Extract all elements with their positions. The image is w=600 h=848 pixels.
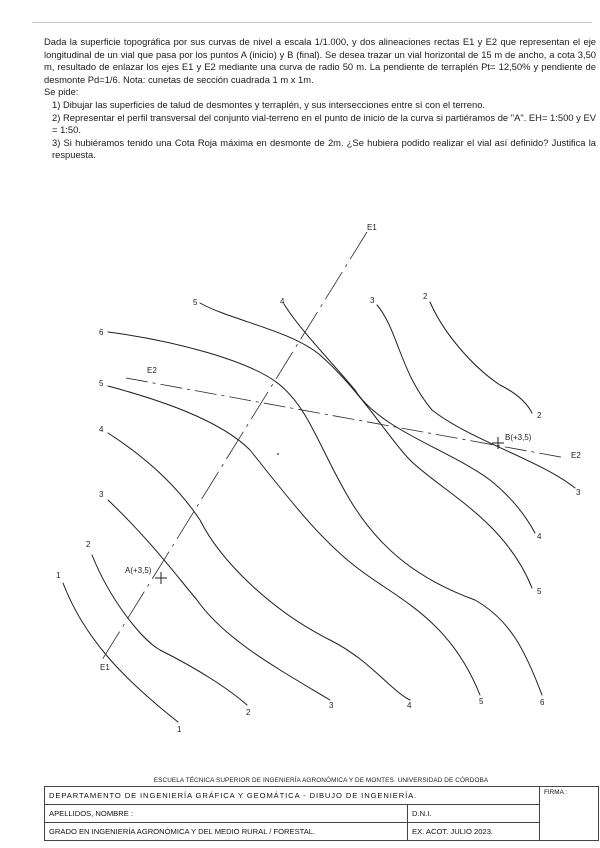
title-block [44,786,599,841]
e1-bottom-label: E1 [100,663,110,672]
contour-line-5-left [108,386,480,695]
question-3: 3) Si hubiéramos tenido una Cota Roja máxima en desmonte de 2m. ¿Se hubiera podido realizar el vial así definido? Justifica la respuesta. [52,136,596,161]
name-field[interactable]: APELLIDOS, NOMBRE : [45,805,408,823]
contour-label: 1 [177,725,182,734]
exam-cell: EX. ACOT. JULIO 2023. [408,823,540,841]
point-b-label: B(+3,5) [505,433,532,442]
alignment-e1 [102,232,367,660]
contour-label: 6 [99,328,104,337]
question-1: 1) Dibujar las superficies de talud de desmontes y terraplén, y sus intersecciones entre sí con el terreno. [52,98,486,110]
school-name: ESCUELA TÉCNICA SUPERIOR DE INGENIERÍA AGRONÓMICA Y DE MONTES. UNIVERSIDAD DE CÓRDOBA [153,777,489,784]
e2-right-label: E2 [571,451,581,460]
contour-label: 5 [99,379,104,388]
contour-label: 4 [537,532,542,541]
contour-line-2 [92,555,247,705]
statement-asked: Se pide: [44,86,79,98]
contour-label: 5 [537,587,542,596]
department-cell: DEPARTAMENTO DE INGENIERÍA GRÁFICA Y GEOMÁTICA - DIBUJO DE INGENIERÍA. [45,787,540,805]
statement-intro: Dada la superficie topográfica por sus curvas de nivel a escala 1/1.000, y dos alineaciones rectas E1 y E2 que representan el eje longitudinal de un vial que pasa por los puntos A (inicio) y B (final). Se desea trazar un vial horizontal de 15 m de ancho, a cota 3,50 m, resultado de enlazar los ejes E1 y E2 mediante una curva de radio 50 m. La pendiente de terraplén Pt= 12,50% y pendiente de desmonte Pd=1/6. Nota: cunetas de sección cuadrada 1 m x 1m. [44,36,596,85]
contour-label: 2 [246,708,251,717]
point-a-marker [155,572,167,584]
point-b-marker [492,437,504,449]
alignment-e2 [126,378,566,458]
dni-field[interactable]: D.N.I. [408,805,540,823]
contour-line-3 [108,500,330,700]
contour-line-5-top [200,303,532,588]
contour-label: 2 [537,411,542,420]
e2-left-label: E2 [147,366,157,375]
contour-label: 2 [86,540,91,549]
contour-label: 3 [370,296,375,305]
contour-line-2-top [430,302,532,413]
contour-label: 4 [280,297,285,306]
degree-cell: GRADO EN INGENIERÍA AGRONÓMICA Y DEL MEDIO RURAL / FORESTAL. [45,823,408,841]
contour-label: 6 [540,698,545,707]
contour-line-4-top [284,304,535,533]
e1-top-label: E1 [367,223,377,232]
signature-field[interactable]: FIRMA : [540,787,599,841]
contour-line-1 [63,583,178,722]
contour-label: 4 [407,701,412,710]
contour-label: 3 [329,701,334,710]
contour-line-3-top [377,305,575,488]
map-speck [277,453,279,455]
contour-label: 3 [99,490,104,499]
point-a-label: A(+3,5) [125,566,152,575]
contour-label: 2 [423,292,428,301]
contour-label: 5 [193,298,198,307]
contour-label: 1 [56,571,61,580]
contour-label: 3 [576,488,581,497]
contour-label: 4 [99,425,104,434]
contour-label: 5 [479,697,484,706]
contour-line-4-left [108,433,410,700]
question-2: 2) Representar el perfil transversal del conjunto vial-terreno en el punto de inicio de la curva si partiéramos de "A". EH= 1:500 y EV = 1:50. [52,111,596,136]
